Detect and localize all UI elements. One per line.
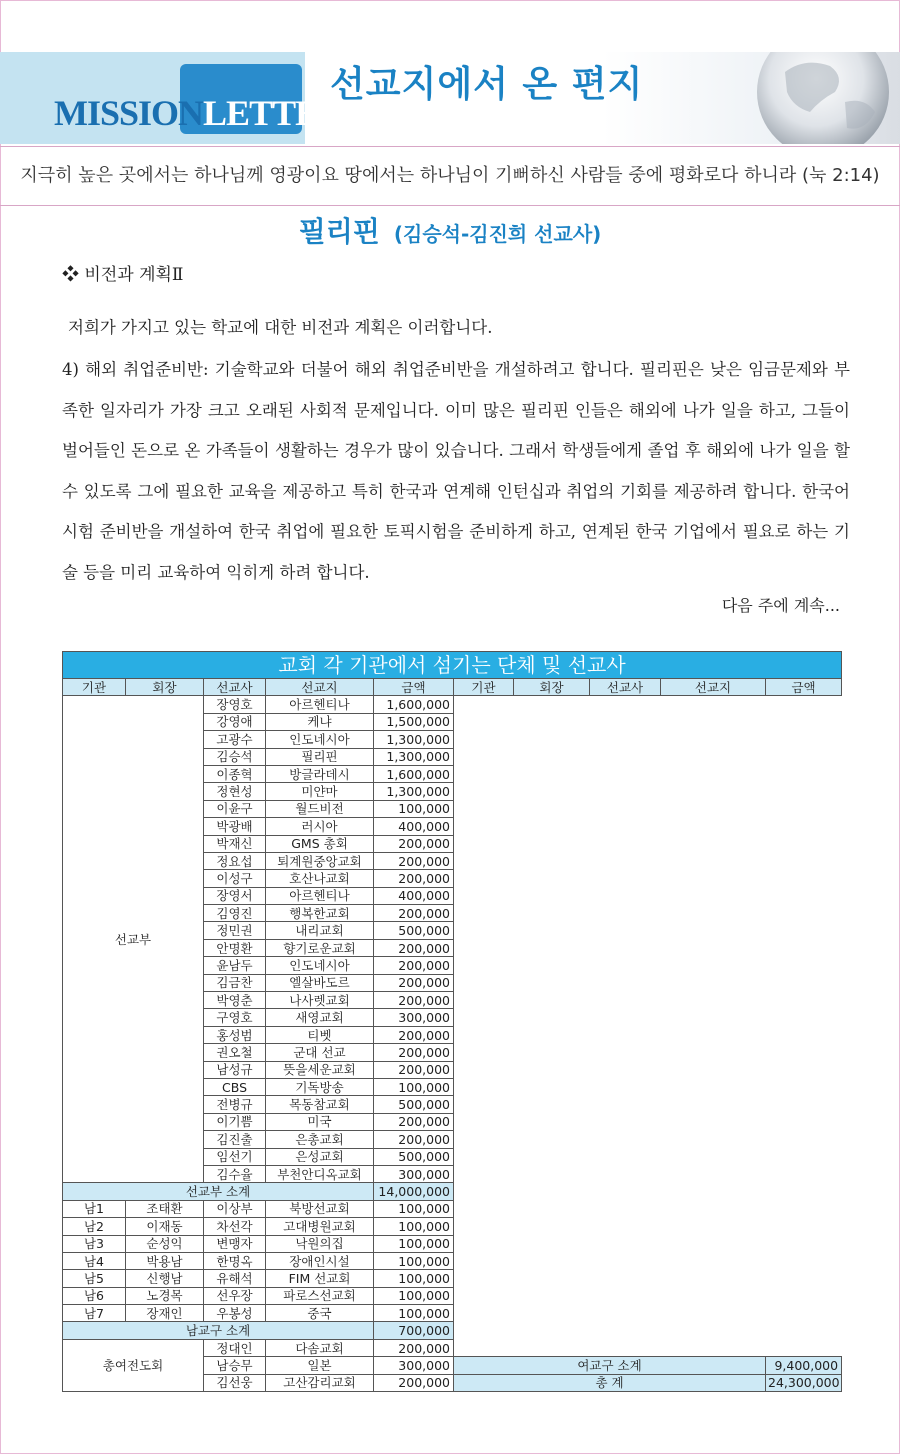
subtotal-label: 선교부 소계 (63, 1183, 374, 1200)
org-cell: 남5 (63, 1270, 126, 1287)
missionary-cell: 안명환 (204, 939, 266, 956)
missionary-cell: 정민권 (204, 922, 266, 939)
globe-icon (735, 52, 900, 144)
amount-cell: 100,000 (374, 800, 454, 817)
missionary-cell: 차선각 (204, 1218, 266, 1235)
amount-cell: 200,000 (374, 1026, 454, 1043)
column-header: 금액 (374, 679, 454, 696)
table-caption-row (63, 652, 842, 679)
table-row (63, 1322, 842, 1339)
missionary-cell: 선우장 (204, 1287, 266, 1304)
missionary-cell: 남성규 (204, 1061, 266, 1078)
country-name: 필리핀 (298, 215, 380, 248)
amount-cell: 1,500,000 (374, 713, 454, 730)
amount-cell: 100,000 (374, 1270, 454, 1287)
mission-field-cell: 향기로운교회 (266, 939, 374, 956)
amount-cell: 100,000 (374, 1218, 454, 1235)
mission-field-cell: 새영교회 (266, 1009, 374, 1026)
president-cell: 노경목 (126, 1287, 204, 1304)
support-table (62, 651, 842, 1392)
intro-paragraph: 저희가 가지고 있는 학교에 대한 비전과 계획은 이러합니다. (68, 318, 493, 337)
mission-field-cell: 장애인시설 (266, 1252, 374, 1269)
org-cell: 남4 (63, 1252, 126, 1269)
mission-field-cell: 인도네시아 (266, 957, 374, 974)
table-row (63, 1339, 842, 1356)
amount-cell: 100,000 (374, 1305, 454, 1322)
amount-cell: 1,300,000 (374, 783, 454, 800)
missionary-cell: 홍성범 (204, 1026, 266, 1043)
column-header: 회장 (514, 679, 590, 696)
mission-field-cell: 은성교회 (266, 1148, 374, 1165)
mission-field-cell: 일본 (266, 1357, 374, 1374)
subtotal-amount: 14,000,000 (374, 1183, 454, 1200)
column-header: 선교지 (661, 679, 766, 696)
amount-cell: 200,000 (374, 974, 454, 991)
mission-field-cell: 필리핀 (266, 748, 374, 765)
president-cell: 이재동 (126, 1218, 204, 1235)
table-row (63, 1183, 842, 1200)
missionary-cell: 이상부 (204, 1200, 266, 1217)
amount-cell: 500,000 (374, 1096, 454, 1113)
amount-cell: 500,000 (374, 1148, 454, 1165)
table-row (63, 1218, 842, 1235)
missionary-cell: 장영호 (204, 696, 266, 713)
amount-cell: 1,600,000 (374, 696, 454, 713)
missionary-cell: 김수율 (204, 1165, 266, 1182)
grand-total-label: 총 계 (454, 1374, 766, 1391)
president-cell: 조태환 (126, 1200, 204, 1217)
mission-field-cell: 티벳 (266, 1026, 374, 1043)
group-label: 총여전도회 (63, 1339, 204, 1391)
mission-letter-logo: MISSIONLETTER (54, 93, 344, 133)
amount-cell: 100,000 (374, 1200, 454, 1217)
missionary-cell: 박광배 (204, 818, 266, 835)
mission-field-cell: 군대 선교 (266, 1044, 374, 1061)
mission-field-cell: 인도네시아 (266, 731, 374, 748)
mission-field-cell: 행복한교회 (266, 905, 374, 922)
amount-cell: 200,000 (374, 870, 454, 887)
president-cell: 박용남 (126, 1252, 204, 1269)
mission-field-cell: 아르헨티나 (266, 696, 374, 713)
missionary-cell: 이기쁨 (204, 1113, 266, 1130)
section-title: ❖ 비전과 계획Ⅱ (62, 265, 184, 285)
subtotal-label: 남교구 소계 (63, 1322, 374, 1339)
missionary-cell: 남승무 (204, 1357, 266, 1374)
grand-total-amount: 24,300,000 (766, 1374, 842, 1391)
missionary-cell: 이윤구 (204, 800, 266, 817)
amount-cell: 200,000 (374, 905, 454, 922)
amount-cell: 400,000 (374, 818, 454, 835)
amount-cell: 200,000 (374, 835, 454, 852)
org-cell: 남2 (63, 1218, 126, 1235)
mission-field-cell: 부천안디옥교회 (266, 1165, 374, 1182)
table-row (63, 696, 842, 713)
amount-cell: 100,000 (374, 1078, 454, 1095)
missionary-cell: 김금찬 (204, 974, 266, 991)
mission-field-cell: 러시아 (266, 818, 374, 835)
mission-field-cell: GMS 총회 (266, 835, 374, 852)
mission-field-cell: 엘살바도르 (266, 974, 374, 991)
table-row (63, 1287, 842, 1304)
table-row (63, 1235, 842, 1252)
mission-field-cell: 내리교회 (266, 922, 374, 939)
missionary-cell: 권오철 (204, 1044, 266, 1061)
table-row (63, 1305, 842, 1322)
subtotal-amount: 700,000 (374, 1322, 454, 1339)
mission-field-cell: 미국 (266, 1113, 374, 1130)
mission-field-cell: 다솜교회 (266, 1339, 374, 1356)
org-cell: 남6 (63, 1287, 126, 1304)
mission-field-cell: 기독방송 (266, 1078, 374, 1095)
missionary-cell: 이성구 (204, 870, 266, 887)
amount-cell: 300,000 (374, 1009, 454, 1026)
amount-cell: 500,000 (374, 922, 454, 939)
mission-field-cell: 중국 (266, 1305, 374, 1322)
missionary-cell: 변맹자 (204, 1235, 266, 1252)
missionary-cell: 고광수 (204, 731, 266, 748)
org-cell: 남7 (63, 1305, 126, 1322)
amount-cell: 200,000 (374, 1131, 454, 1148)
column-header: 기관 (63, 679, 126, 696)
missionary-cell: 전병규 (204, 1096, 266, 1113)
group-label: 선교부 (63, 696, 204, 1183)
missionary-cell: 박재신 (204, 835, 266, 852)
missionary-cell: 정대인 (204, 1339, 266, 1356)
missionary-cell: 장영서 (204, 887, 266, 904)
column-header: 선교사 (590, 679, 661, 696)
scripture-verse: 지극히 높은 곳에서는 하나님께 영광이요 땅에서는 하나님이 기뻐하신 사람들 중에 평화로다 하니라 (눅 2:14) (0, 146, 900, 206)
amount-cell: 200,000 (374, 1061, 454, 1078)
column-header: 기관 (454, 679, 514, 696)
missionary-cell: 김영진 (204, 905, 266, 922)
missionary-cell: 임선기 (204, 1148, 266, 1165)
table-row (63, 1270, 842, 1287)
missionary-cell: 김진출 (204, 1131, 266, 1148)
mission-field-cell: 낙원의집 (266, 1235, 374, 1252)
mission-field-cell: FIM 선교회 (266, 1270, 374, 1287)
org-cell: 남1 (63, 1200, 126, 1217)
missionary-cell: 구영호 (204, 1009, 266, 1026)
table-header-row (63, 679, 842, 696)
missionary-cell: 정현성 (204, 783, 266, 800)
mission-field-cell: 고산감리교회 (266, 1374, 374, 1391)
continued-note: 다음 주에 계속... (721, 596, 840, 615)
president-cell: 신행남 (126, 1270, 204, 1287)
column-header: 선교지 (266, 679, 374, 696)
missionary-cell: 박영춘 (204, 992, 266, 1009)
mission-field-cell: 아르헨티나 (266, 887, 374, 904)
amount-cell: 200,000 (374, 1374, 454, 1391)
missionary-cell: 윤남두 (204, 957, 266, 974)
table-row (63, 1200, 842, 1217)
column-header: 회장 (126, 679, 204, 696)
amount-cell: 300,000 (374, 1357, 454, 1374)
missionary-cell: CBS (204, 1078, 266, 1095)
amount-cell: 400,000 (374, 887, 454, 904)
org-cell: 남3 (63, 1235, 126, 1252)
country-heading (0, 210, 900, 250)
missionary-cell: 김승석 (204, 748, 266, 765)
column-header: 선교사 (204, 679, 266, 696)
mission-field-cell: 호산나교회 (266, 870, 374, 887)
missionary-names: (김승석-김진희 선교사) (393, 222, 602, 246)
missionary-cell: 김선웅 (204, 1374, 266, 1391)
mission-field-cell: 목동참교회 (266, 1096, 374, 1113)
president-cell: 순성익 (126, 1235, 204, 1252)
mission-field-cell: 미얀마 (266, 783, 374, 800)
missionary-cell: 한명옥 (204, 1252, 266, 1269)
subtotal-amount: 9,400,000 (766, 1357, 842, 1374)
amount-cell: 200,000 (374, 992, 454, 1009)
missionary-cell: 강영애 (204, 713, 266, 730)
missionary-cell: 정요섭 (204, 852, 266, 869)
amount-cell: 1,300,000 (374, 731, 454, 748)
missionary-cell: 이종혁 (204, 765, 266, 782)
amount-cell: 1,300,000 (374, 748, 454, 765)
amount-cell: 200,000 (374, 1044, 454, 1061)
mission-field-cell: 파로스선교회 (266, 1287, 374, 1304)
table-row (63, 1252, 842, 1269)
amount-cell: 200,000 (374, 1339, 454, 1356)
mission-field-cell: 퇴계원중앙교회 (266, 852, 374, 869)
mission-field-cell: 은총교회 (266, 1131, 374, 1148)
amount-cell: 100,000 (374, 1287, 454, 1304)
mission-field-cell: 케냐 (266, 713, 374, 730)
amount-cell: 200,000 (374, 957, 454, 974)
amount-cell: 200,000 (374, 1113, 454, 1130)
amount-cell: 200,000 (374, 939, 454, 956)
amount-cell: 100,000 (374, 1235, 454, 1252)
amount-cell: 300,000 (374, 1165, 454, 1182)
mission-field-cell: 방글라데시 (266, 765, 374, 782)
mission-field-cell: 북방선교회 (266, 1200, 374, 1217)
mission-field-cell: 나사렛교회 (266, 992, 374, 1009)
mission-field-cell: 뜻을세운교회 (266, 1061, 374, 1078)
amount-cell: 1,600,000 (374, 765, 454, 782)
column-header: 금액 (766, 679, 842, 696)
table-caption: 교회 각 기관에서 섬기는 단체 및 선교사 (63, 652, 842, 679)
subtotal-label: 여교구 소계 (454, 1357, 766, 1374)
page-title: 선교지에서 온 편지 (330, 64, 644, 105)
missionary-cell: 유해석 (204, 1270, 266, 1287)
body-paragraph: 4) 해외 취업준비반: 기술학교와 더불어 해외 취업준비반을 개설하려고 합니다. 필리핀은 낮은 임금문제와 부족한 일자리가 가장 크고 오래된 사회적 문제입니다. 이미 많은 필리핀 인들은 해외에 나가 일을 하고, 그들이 벌어들인 돈으로 온 가족들이 생활하는 경우가 많이 있습니다. 그래서 학생들에게 졸업 후 해외에 나가 일을 할 수 있도록 그에 필요한 교육을 제공하고 특히 한국과 연계해 인턴십과 취업의 기회를 제공하려 합니다. 한국어 시험 준비반을 개설하여 한국 취업에 필요한 토픽시험을 준비하게 하고, 연계된 한국 기업에서 필요로 하는 기술 등을 미리 교육하여 익히게 하려 합니다. (62, 360, 850, 582)
missionary-cell: 우봉성 (204, 1305, 266, 1322)
amount-cell: 100,000 (374, 1252, 454, 1269)
president-cell: 장재인 (126, 1305, 204, 1322)
amount-cell: 200,000 (374, 852, 454, 869)
mission-field-cell: 고대병원교회 (266, 1218, 374, 1235)
mission-field-cell: 월드비전 (266, 800, 374, 817)
